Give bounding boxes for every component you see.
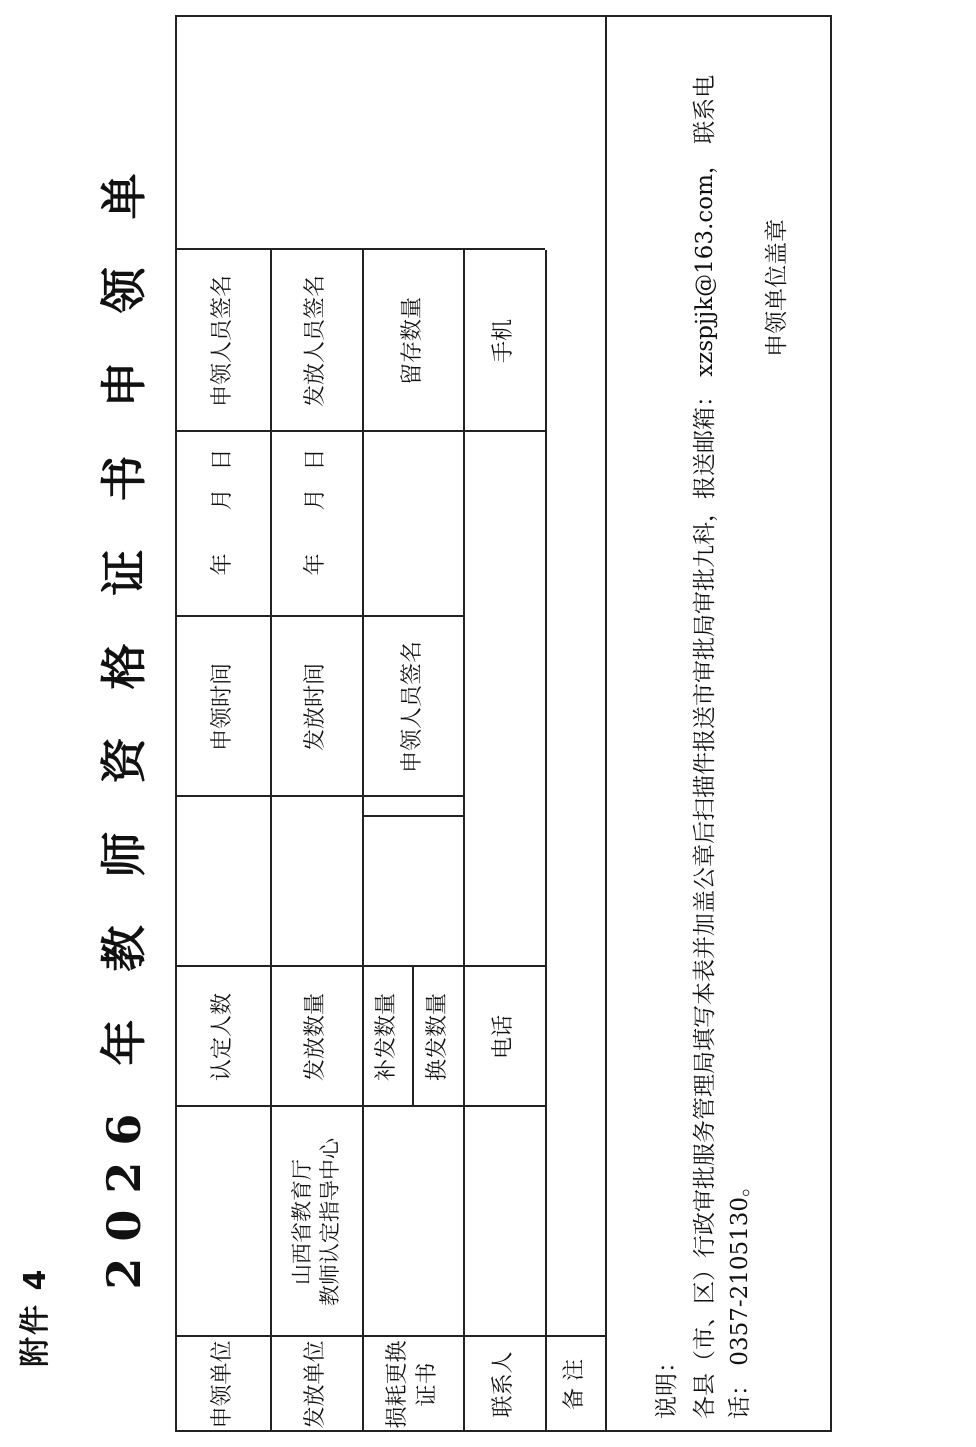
reissue-count-value[interactable]: [362, 817, 463, 967]
issuer-sign-label: 发放人员签名: [303, 275, 329, 408]
remarks-label: 备 注: [562, 1359, 588, 1410]
day-label: 日: [209, 448, 235, 471]
notes-heading: 说明：: [654, 1350, 680, 1419]
replace-count-label: 换发数量: [424, 993, 450, 1082]
month-label: 月: [209, 488, 235, 511]
notes-body: 各县（市、区）行政审批服务管理局填写本表并加盖公章后扫描件报送市审批局审批九科，报送邮箱： xzspjjk@163.com， 联系电话： 0357-2105130。: [692, 74, 753, 1419]
seal-note: 申领单位盖章: [764, 219, 790, 357]
year-label: 年: [209, 553, 235, 576]
issue-count-value[interactable]: [270, 797, 362, 967]
stock-count-value[interactable]: [362, 17, 463, 250]
mobile-value[interactable]: [463, 17, 545, 250]
issuer-sign-value[interactable]: [270, 17, 362, 250]
day-label: 日: [303, 448, 329, 471]
month-label: 月: [303, 488, 329, 511]
phone-label: 电话: [491, 1015, 517, 1060]
applicant-sign-label: 申领人员签名: [209, 275, 235, 408]
issue-date-value[interactable]: [270, 432, 362, 617]
issue-time-label: 发放时间: [303, 663, 329, 752]
apply-time-label: 申领时间: [209, 663, 235, 752]
applicant-sign-2-label: 申领人员签名: [399, 641, 425, 774]
year-label: 年: [303, 553, 329, 576]
apply-unit-value[interactable]: [175, 1107, 270, 1337]
apply-date-value[interactable]: [175, 432, 270, 617]
phone-value[interactable]: [463, 432, 545, 967]
apply-unit-label: 申领单位: [209, 1340, 235, 1429]
damage-replace-label: 损耗更换 证书: [384, 1340, 440, 1429]
applicant-sign-2-value[interactable]: [362, 432, 463, 617]
annex-label: 附件 4: [18, 1267, 53, 1367]
remarks-value[interactable]: [545, 17, 605, 1337]
reissue-count-label: 补发数量: [374, 993, 400, 1082]
issue-unit-value: 山西省教育厅 教师认定指导中心: [289, 1138, 342, 1306]
mobile-label: 手机: [491, 319, 517, 364]
contact-value[interactable]: [463, 1107, 545, 1337]
issue-count-label: 发放数量: [303, 993, 329, 1082]
page-title: 2026 年 教 师 资 格 证 书 申 领 单: [97, 157, 151, 1290]
applicant-sign-value[interactable]: [175, 17, 270, 250]
issue-unit-label: 发放单位: [303, 1340, 329, 1429]
stock-count-label: 留存数量: [399, 297, 425, 386]
certified-count-value[interactable]: [175, 797, 270, 967]
contact-label: 联系人: [491, 1351, 517, 1418]
certified-count-label: 认定人数: [209, 993, 235, 1082]
replace-count-value[interactable]: [362, 797, 463, 817]
damage-replace-value[interactable]: [362, 1107, 463, 1337]
